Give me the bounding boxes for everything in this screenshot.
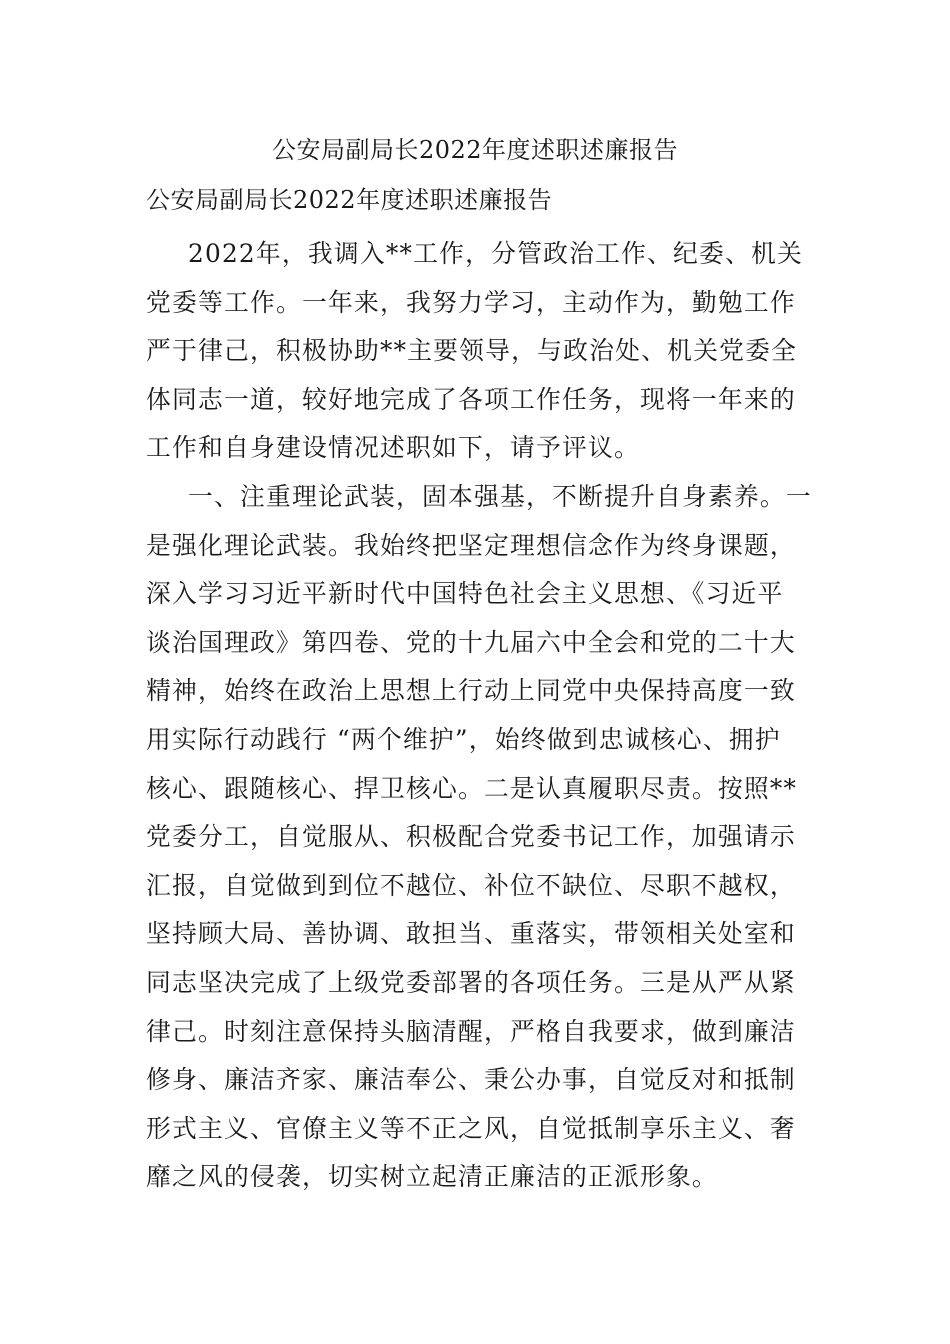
paragraph-line: 是强化理论武装。我始终把坚定理想信念作为终身课题， xyxy=(146,530,796,560)
paragraph-line: 深入学习习近平新时代中国特色社会主义思想、《习近平 xyxy=(146,579,784,609)
paragraph-line: 精神，始终在政治上思想上行动上同党中央保持高度一致 xyxy=(146,676,796,706)
paragraph-line: 坚持顾大局、善协调、敢担当、重落实，带领相关处室和 xyxy=(146,919,796,949)
paragraph-line: 同志坚决完成了上级党委部署的各项任务。三是从严从紧 xyxy=(146,967,796,997)
paragraph-line: 严于律己，积极协助**主要领导，与政治处、机关党委全 xyxy=(146,336,798,366)
paragraph-2 xyxy=(146,473,812,1202)
paragraph-line: 谈治国理政》第四卷、党的十九届六中全会和党的二十大 xyxy=(146,627,796,657)
paragraph-line: 一、注重理论武装，固本强基，不断提升自身素养。一 xyxy=(188,481,812,511)
paragraph-line: 党委分工，自觉服从、积极配合党委书记工作，加强请示 xyxy=(146,822,796,852)
paragraph-line: 党委等工作。一年来，我努力学习，主动作为，勤勉工作 xyxy=(146,287,796,317)
paragraph-line: 用实际行动践行 “两个维护”，始终做到忠诚核心、拥护 xyxy=(146,724,781,754)
paragraph-line: 律己。时刻注意保持头脑清醒，严格自我要求，做到廉洁 xyxy=(146,1016,796,1046)
document-subtitle: 公安局副局长2022年度述职述廉报告 xyxy=(146,186,553,214)
document-body xyxy=(146,230,812,1202)
paragraph-line: 体同志一道，较好地完成了各项工作任务，现将一年来的 xyxy=(146,384,796,414)
paragraph-line: 核心、跟随核心、捍卫核心。二是认真履职尽责。按照** xyxy=(146,773,798,803)
document-title: 公安局副局长2022年度述职述廉报告 xyxy=(271,136,679,164)
paragraph-1 xyxy=(146,230,812,473)
paragraph-line: 靡之风的侵袭，切实树立起清正廉洁的正派形象。 xyxy=(146,1162,718,1192)
paragraph-line: 工作和自身建设情况述职如下，请予评议。 xyxy=(146,433,640,463)
paragraph-line: 2022年，我调入**工作，分管政治工作、纪委、机关 xyxy=(188,239,804,268)
paragraph-line: 形式主义、官僚主义等不正之风，自觉抵制享乐主义、奢 xyxy=(146,1113,796,1143)
paragraph-line: 修身、廉洁齐家、廉洁奉公、秉公办事，自觉反对和抵制 xyxy=(146,1065,796,1095)
paragraph-line: 汇报，自觉做到到位不越位、补位不缺位、尽职不越权， xyxy=(146,870,796,900)
